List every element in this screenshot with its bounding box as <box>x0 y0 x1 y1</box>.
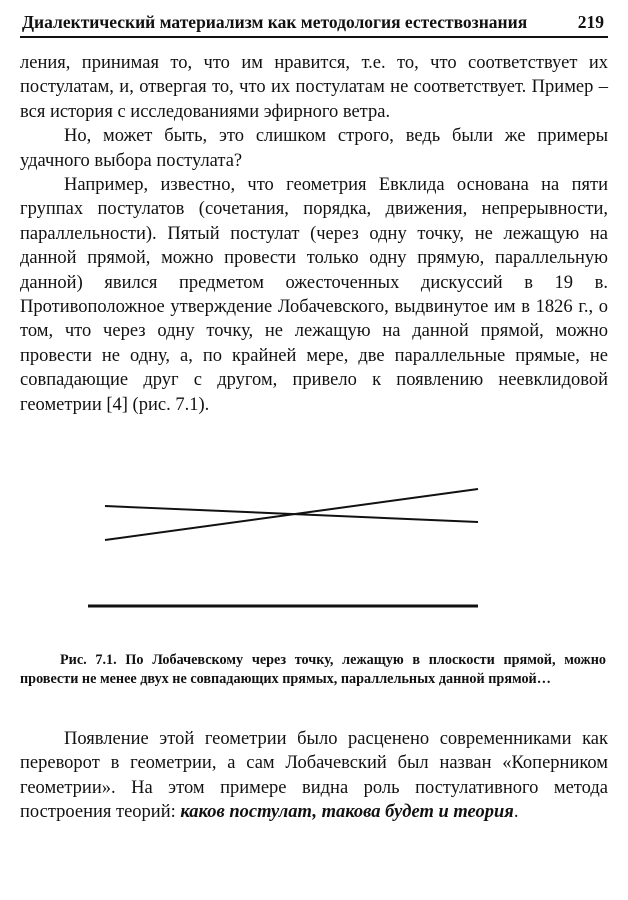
final-text: Появление этой геометрии было расценено современниками как переворот в геометрии, а сам Лобачевский был назван «Коперником геометрии». На этом примере видна роль постулативного метода построения теорий: <box>20 729 608 823</box>
running-header <box>20 10 608 38</box>
text-block-top <box>20 51 608 417</box>
emphasis-text: каков постулат, такова будет и теория <box>180 802 514 823</box>
page-number: 219 <box>577 12 604 32</box>
running-title: Диалектический материализм как методология естествознания <box>22 12 528 32</box>
paragraph-continuation: ления, принимая то, что им нравится, т.е. то, что соответствует их постулатам, и, отвергая то, что их постулатам не соответствует. Пример – вся история с исследованиями эфирного ветра. <box>20 53 608 122</box>
figure-caption: Рис. 7.1. По Лобачевскому через точку, лежащую в плоскости прямой, можно провести не менее двух не совпадающих прямых, параллельных данной прямой… <box>20 652 606 687</box>
paragraph-question: Но, может быть, это слишком строго, ведь были же примеры удачного выбора постулата? <box>20 126 608 171</box>
paragraph-final <box>20 727 608 825</box>
final-period: . <box>513 802 519 823</box>
figure-lobachevsky-lines <box>0 470 628 620</box>
crossing-line-2 <box>105 489 478 540</box>
paragraph-euclid: Например, известно, что геометрия Евклида основана на пяти группах постулатов (сочетания, порядка, движения, непрерывности, параллельности). Пятый постулат (через одну точку, не лежащую на данной прямой, можно провести только одну прямую, параллельную данной) явился предметом ожесточенных дискуссий в 19 в. Противоположное утверждение Лобачевского, выдвинутое им в 1826 г., о том, что через одну точку, не лежащую на данной прямой, можно провести не одну, а, по крайней мере, две параллельные прямые, не совпадающие друг с другом, привело к появлению неевклидовой геометрии [4] (рис. 7.1). <box>20 175 608 415</box>
